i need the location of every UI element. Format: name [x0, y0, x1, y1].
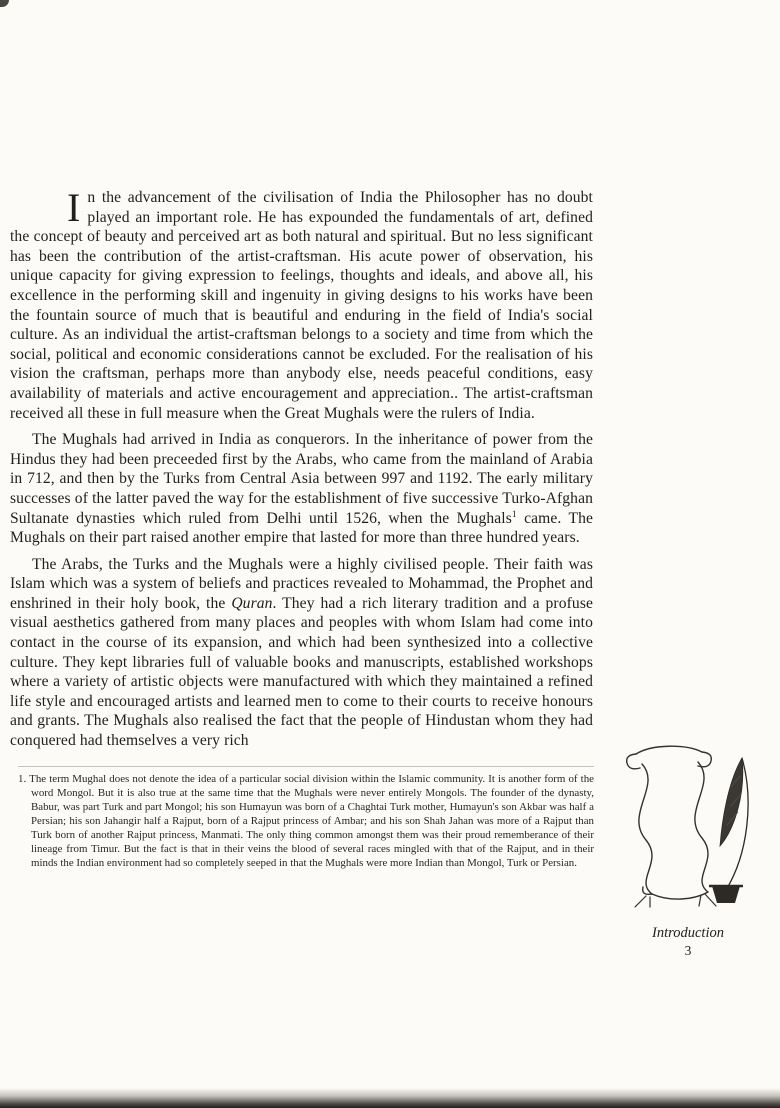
drop-cap: I [67, 185, 81, 230]
chapter-title: Introduction [652, 925, 724, 941]
scroll-quill-inkwell-illustration [604, 736, 772, 908]
paragraph-1 [10, 185, 593, 423]
book-title-quran: Quran [231, 594, 273, 612]
quill-icon [720, 758, 748, 890]
inkwell-icon [709, 886, 743, 903]
scan-corner-speck [0, 0, 9, 7]
footnote [18, 772, 594, 870]
scroll-icon [627, 746, 716, 907]
scan-edge-shadow [0, 1088, 780, 1108]
chapter-sidebar [604, 736, 772, 959]
paragraph-1-text: n the advancement of the civilisation of India the Philosopher has no doubt played an important role. He has expounded the fundamentals of art, defined the concept of beauty and perceived art as both natural and spiritual. But no less significant has been the contribution of the artist-craftsman. His acute power of observation, his unique capacity for giving expression to feelings, thoughts and ideals, and above all, his excellence in the performing skill and ingenuity in giving designs to his works have been the fountain source of much that is beautiful and enduring in the field of India's social culture. As an individual the artist-craftsman belongs to a society and time from which the social, political and economic considerations cannot be excluded. For the realisation of his vision the craftsman, perhaps more than anybody else, needs peaceful conditions, easy availability of materials and active encouragement and appreciation.. The artist-craftsman received all these in full measure when the Great Mughals were the rulers of India. [10, 189, 593, 422]
paragraph-2-text-b: came. The Mughals on their part raised another empire that lasted for more than three hundred years. [10, 509, 593, 547]
paragraph-3 [10, 555, 593, 751]
footnote-text: The term Mughal does not denote the idea of a particular social division within the Islamic community. It is another form of the word Mongol. But it is also true at the same time that the Mughals were never entirely Mongols. The founder of the dynasty, Babur, was part Turk and part Mongol; his son Humayun was born of a Chaghtai Turk mother, Humayun's son Akbar was half a Persian; his son Jahangir half a Rajput, born of a Rajput princess of Ambar; and his son Shah Jahan was more of a Rajput than Turk born of another Rajput princess, Manmati. The only thing common amongst them was their proud rememberance of their lineage from Timur. But the fact is that in their veins the blood of several races mingled with that of the Rajput, and in their minds the Indian environment had so completely seeped in that the Mughals were more Indian than Mongol, Turk or Persian. [29, 772, 594, 869]
paragraph-3-text-a: The Arabs, the Turks and the Mughals were a highly civilised people. Their faith was Islam which was a system of beliefs and practices revealed to Mohammad, the Prophet and enshrined in their holy book, the [10, 555, 593, 612]
paragraph-2 [10, 430, 593, 548]
footnote-number: 1. [18, 772, 27, 785]
page-number: 3 [684, 943, 692, 958]
footnote-block [18, 766, 594, 870]
paragraph-2-text-a: The Mughals had arrived in India as conquerors. In the inheritance of power from the Hindus they had been preceeded first by the Arabs, who came from the mainland of Arabia in 712, and then by the Turks from Central Asia between 997 and 1192. The early military successes of the latter paved the way for the establishment of five successive Turko-Afghan Sultanate dynasties which ruled from Delhi until 1526, when the Mughals [10, 431, 593, 527]
text-column [10, 185, 594, 870]
paragraph-3-text-b: . They had a rich literary tradition and a profuse visual aesthetics gathered from many places and peoples with whom Islam had come into contact in the course of its expansion, and which had been synthesized into a collective culture. They kept libraries full of valuable books and manuscripts, established workshops where a variety of artistic objects were manufactured with which they maintained a refined life style and encouraged artists and learned men to come to their courts to receive honours and grants. The Mughals also realised the fact that the people of Hindustan whom they had conquered had themselves a very rich [10, 594, 594, 750]
footnote-reference-marker: 1 [511, 509, 517, 520]
